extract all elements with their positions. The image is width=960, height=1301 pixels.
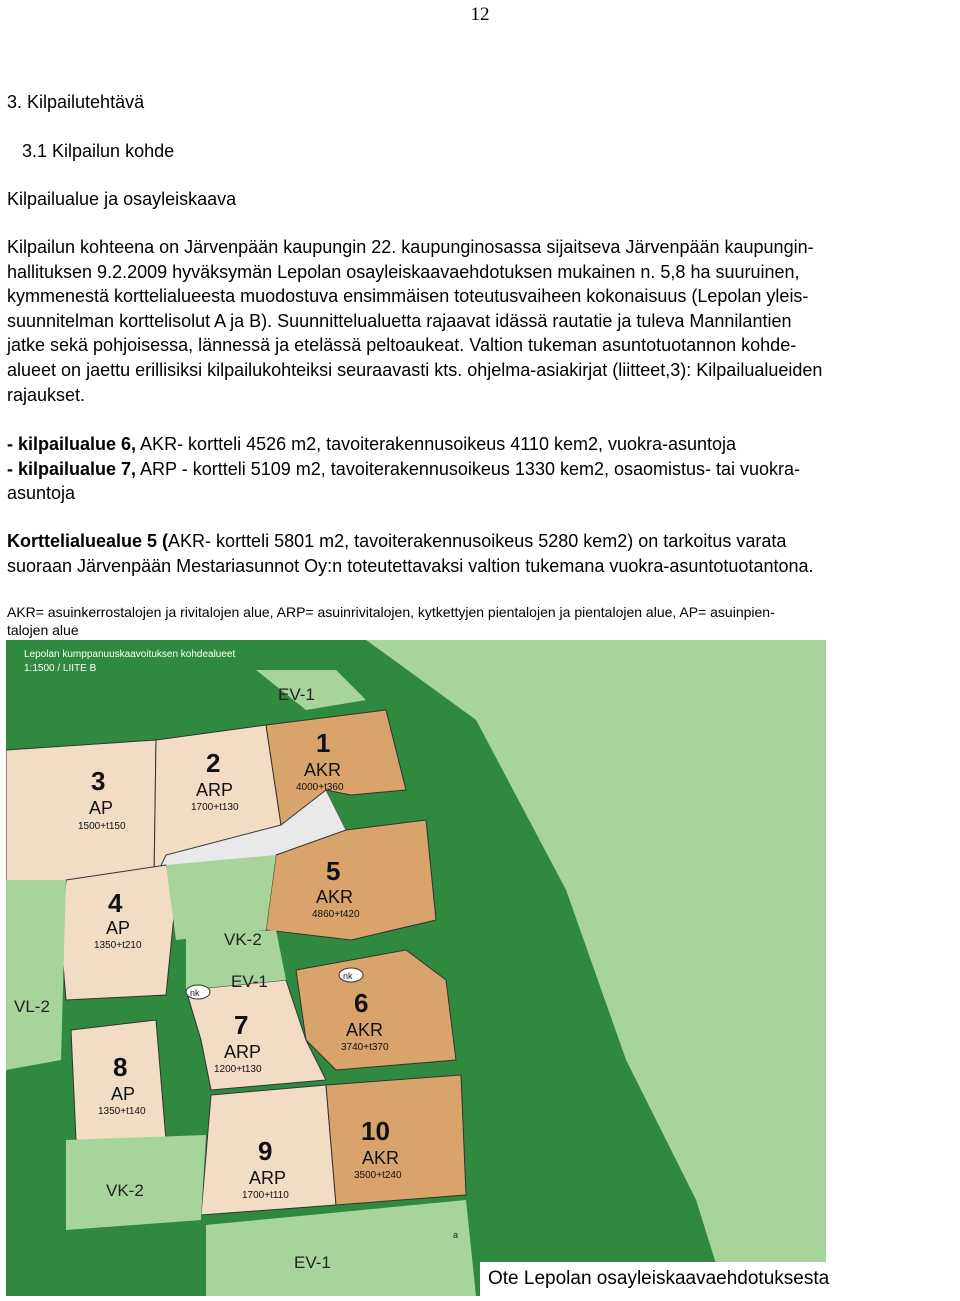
text-line: Kilpailun kohteena on Järvenpään kaupungin 22. kaupunginosassa sijaitseva Järvenpään kaupungin-	[7, 237, 814, 257]
abbreviations	[7, 603, 775, 639]
svg-text:AKR: AKR	[346, 1020, 384, 1040]
svg-text:AP: AP	[111, 1084, 136, 1104]
svg-text:1500+t150: 1500+t150	[78, 821, 126, 832]
svg-text:10: 10	[361, 1116, 390, 1146]
svg-text:AKR: AKR	[362, 1148, 400, 1168]
legend-scale: 1:1500 / LIITE B	[24, 663, 97, 674]
svg-text:3500+t240: 3500+t240	[354, 1170, 402, 1181]
page-number: 12	[470, 4, 490, 25]
intro-paragraph	[7, 235, 822, 407]
zone-label: EV-1	[278, 685, 315, 704]
text-line: suoraan Järvenpään Mestariasunnot Oy:n toteutettavaksi valtion tukemana vuokra-asuntotuotantona.	[7, 555, 814, 576]
svg-text:1200+t130: 1200+t130	[214, 1064, 262, 1075]
section-heading: 3. Kilpailutehtävä	[7, 92, 145, 112]
svg-text:4000+t360: 4000+t360	[296, 782, 344, 793]
text-line: hallituksen 9.2.2009 hyväksymän Lepolan osayleiskaavaehdotuksen mukainen n. 5,8 ha suuruinen,	[7, 261, 800, 282]
svg-text:6: 6	[354, 988, 369, 1018]
text-line: AKR= asuinkerrostalojen ja rivitalojen alue, ARP= asuinrivitalojen, kytkettyjen pientalojen ja pientalojen alue, AP= asuinpien-	[7, 604, 775, 620]
zone-label: nk	[190, 988, 200, 998]
svg-text:1350+t210: 1350+t210	[94, 940, 142, 951]
svg-text:5: 5	[326, 856, 341, 886]
svg-text:4: 4	[108, 888, 123, 918]
legend-title: Lepolan kumppanuuskaavoituksen kohdealueet	[24, 649, 236, 660]
text-line: kymmenestä korttelialueesta muodostuva ensimmäisen toteutusvaiheen kokonaisuus (Lepolan yleis-	[7, 286, 809, 307]
svg-text:1: 1	[316, 728, 331, 758]
svg-text:1350+t140: 1350+t140	[98, 1106, 146, 1117]
text-line: talojen alue	[7, 622, 79, 638]
svg-text:1700+t130: 1700+t130	[191, 802, 239, 813]
zone-label: VK-2	[224, 930, 262, 949]
text-line: suunnitelman korttelisolut A ja B). Suunnittelualuetta rajaavat idässä rautatie ja tuleva Mannilantien	[7, 310, 792, 331]
svg-text:7: 7	[234, 1010, 249, 1040]
zone-label: VL-2	[14, 997, 50, 1016]
text-line: rajaukset.	[7, 384, 86, 405]
svg-text:3: 3	[91, 766, 106, 796]
zone-label: nk	[343, 971, 353, 981]
block5-paragraph	[7, 529, 814, 578]
svg-text:AP: AP	[89, 798, 114, 818]
plot-3	[6, 740, 156, 890]
plot-10	[326, 1075, 466, 1205]
svg-text:2: 2	[206, 748, 221, 778]
list-item: - kilpailualue 7, ARP - kortteli 5109 m2, tavoiterakennusoikeus 1330 kem2, osaomistus- tai vuokra-	[7, 458, 801, 479]
vk-zone-mid	[166, 855, 276, 940]
svg-text:3740+t370: 3740+t370	[341, 1042, 389, 1053]
svg-text:9: 9	[258, 1136, 273, 1166]
svg-text:AP: AP	[106, 918, 131, 938]
zoning-map	[6, 640, 960, 1296]
svg-text:8: 8	[113, 1052, 128, 1082]
zone-label: EV-1	[231, 972, 268, 991]
subsection-heading: 3.1 Kilpailun kohde	[22, 141, 175, 161]
zone-label: a	[453, 1230, 459, 1240]
svg-text:ARP: ARP	[196, 780, 234, 800]
svg-text:1700+t110: 1700+t110	[242, 1190, 289, 1201]
svg-text:ARP: ARP	[249, 1168, 287, 1188]
competition-areas	[7, 432, 800, 506]
list-item: - kilpailualue 6, AKR- kortteli 4526 m2, tavoiterakennusoikeus 4110 kem2, vuokra-asuntoja	[7, 434, 737, 454]
text-line: jatke sekä pohjoisessa, lännessä ja etelässä peltoaukeat. Valtion tukeman asuntotuotannon kohde-	[7, 335, 797, 356]
zone-label: EV-1	[294, 1253, 331, 1272]
text-line: alueet on jaettu erillisiksi kilpailukohteiksi seuraavasti kts. ohjelma-asiakirjat (liitteet,3): Kilpailualueiden	[7, 359, 823, 380]
map-caption: Ote Lepolan osayleiskaavaehdotuksesta	[480, 1262, 950, 1296]
svg-text:AKR: AKR	[304, 760, 342, 780]
svg-text:AKR: AKR	[316, 887, 354, 907]
subheading: Kilpailualue ja osayleiskaava	[7, 189, 237, 209]
svg-text:4860+t420: 4860+t420	[312, 909, 360, 920]
zone-label: VK-2	[106, 1181, 144, 1200]
svg-text:ARP: ARP	[224, 1042, 262, 1062]
map-svg	[6, 640, 960, 1296]
text-line: Korttelialuealue 5 (AKR- kortteli 5801 m2, tavoiterakennusoikeus 5280 kem2) on tarkoitus varata	[7, 531, 787, 551]
list-item: asuntoja	[7, 483, 76, 504]
vl-zone	[6, 880, 66, 1070]
